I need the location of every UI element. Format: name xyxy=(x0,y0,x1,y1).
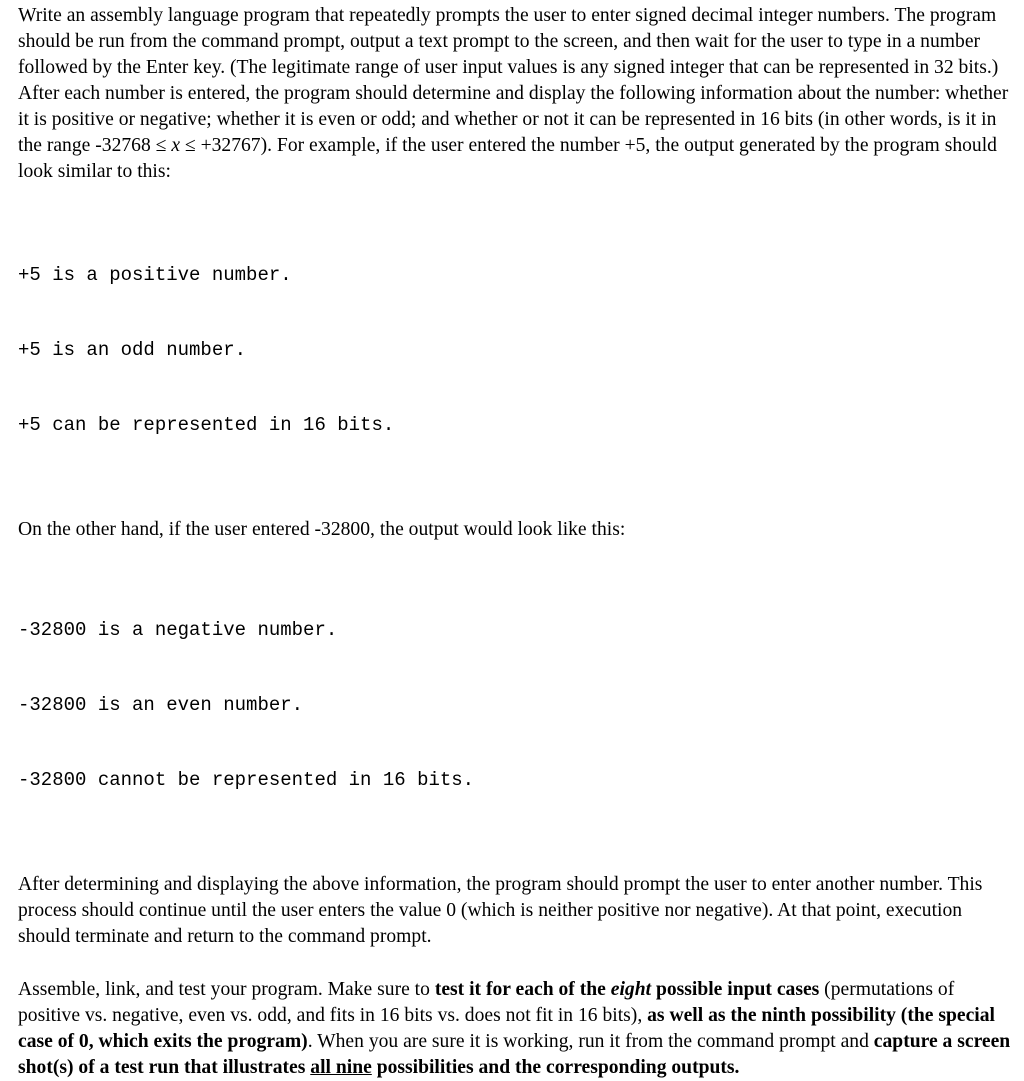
final-bold-1: test it for each of the xyxy=(434,979,611,1000)
code-line: -32800 is an even number. xyxy=(18,694,304,716)
final-text-1: Assemble, link, and test your program. Make sure to xyxy=(18,979,435,1000)
final-bold-4: capture a screen shot(s) of a test run that illustrates xyxy=(18,1031,1011,1078)
code-line: +5 can be represented in 16 bits. xyxy=(18,414,395,436)
code-line: +5 is an odd number. xyxy=(18,339,247,361)
intro-paragraph xyxy=(18,3,1013,185)
assignment-document xyxy=(18,3,1013,1081)
final-bold-5: possibilities and the corresponding outputs. xyxy=(371,1057,740,1078)
variable-x: x xyxy=(171,135,181,156)
final-bold-italic-eight: eight xyxy=(610,979,652,1000)
final-bold-underline-all-nine: all nine xyxy=(310,1057,372,1078)
final-bold-3: as well as the ninth possibility (the special case of 0, which exits the program) xyxy=(18,1005,995,1052)
intro-text-2: ≤ +32767). For example, if the user entered the number +5, the output generated by the program should look similar to this: xyxy=(18,135,997,182)
after-paragraph: After determining and displaying the above information, the program should prompt the user to enter another number. This process should continue until the user enters the value 0 (which is neither positive nor negative). At that point, execution should terminate and return to the command prompt. xyxy=(18,874,983,947)
code-line: -32800 is a negative number. xyxy=(18,619,338,641)
final-text-3: . When you are sure it is working, run it from the command prompt and xyxy=(307,1031,874,1052)
example-output-negative xyxy=(18,568,1013,843)
example-output-positive xyxy=(18,213,1013,488)
final-text-2: (permutations of positive vs. negative, even vs. odd, and fits in 16 bits vs. does not fit in 16 bits), xyxy=(18,979,955,1026)
final-bold-2: possible input cases xyxy=(651,979,820,1000)
intro-text-1: Write an assembly language program that repeatedly prompts the user to enter signed decimal integer numbers. The program should be run from the command prompt, output a text prompt to the screen, and then wait for the user to type in a number followed by the Enter key. (The legitimate range of user input values is any signed integer that can be represented in 32 bits.) After each number is entered, the program should determine and display the following information about the number: whether it is positive or negative; whether it is even or odd; and whether or not it can be represented in 16 bits (in other words, is it in the range -32768 ≤ xyxy=(18,5,1009,156)
middle-paragraph: On the other hand, if the user entered -32800, the output would look like this: xyxy=(18,519,626,540)
code-line: -32800 cannot be represented in 16 bits. xyxy=(18,769,475,791)
code-line: +5 is a positive number. xyxy=(18,264,292,286)
final-instructions-paragraph xyxy=(18,977,1013,1081)
